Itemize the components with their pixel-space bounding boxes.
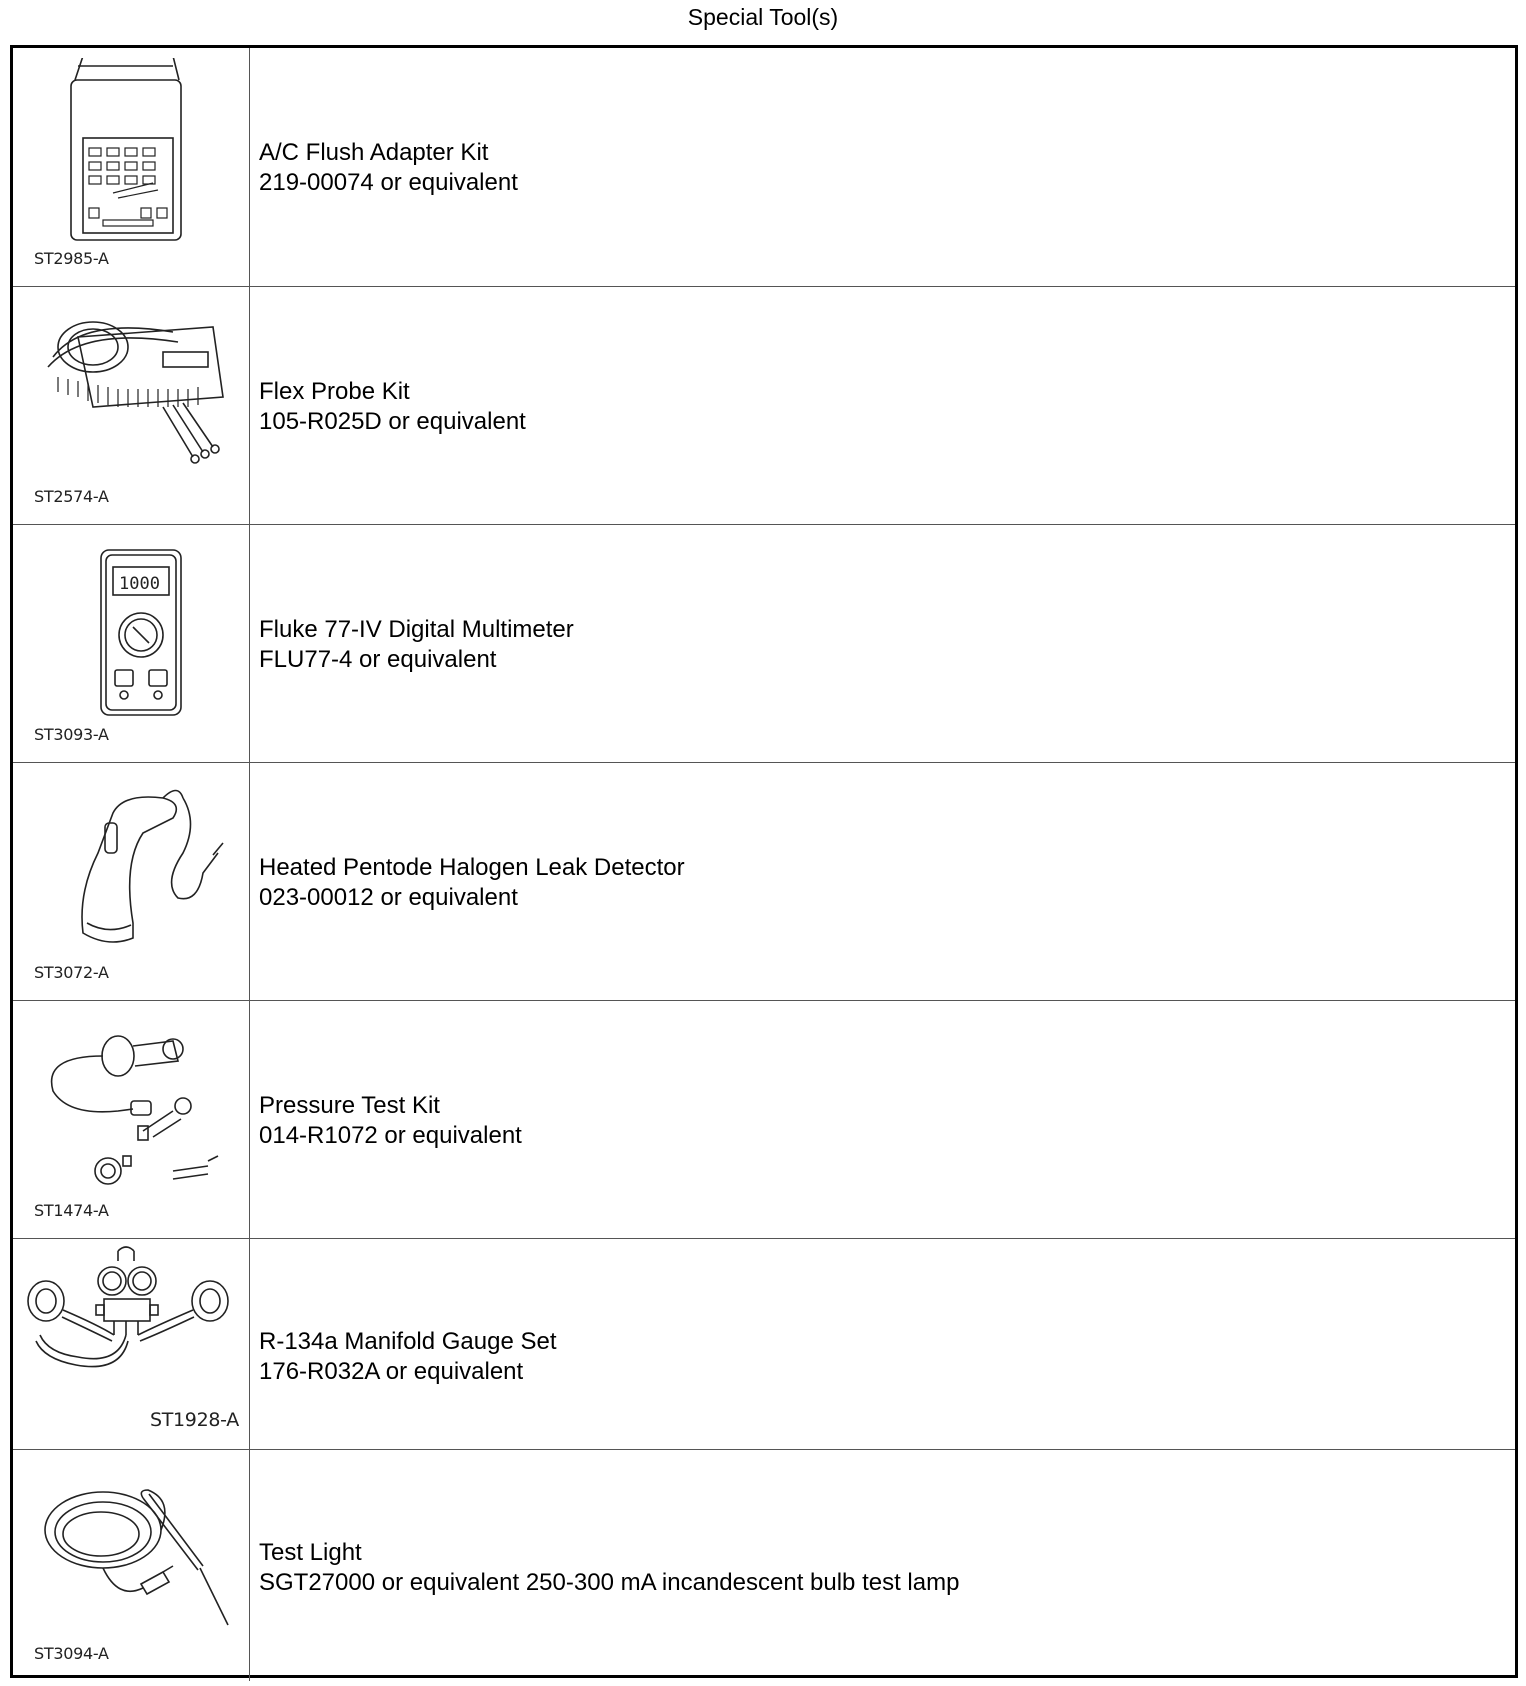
table-row (13, 287, 1515, 525)
tool-part-number: 176-R032A or equivalent (259, 1358, 524, 1385)
tool-description (259, 1538, 959, 1598)
tool-name: Flex Probe Kit (259, 378, 410, 405)
multimeter-display: 1000 (119, 574, 160, 594)
tool-code: ST2985-A (34, 249, 109, 268)
tool-part-number: SGT27000 or equivalent 250-300 mA incandescent bulb test lamp (259, 1569, 960, 1596)
tool-image-cell (13, 1001, 250, 1238)
page-title: Special Tool(s) (687, 4, 839, 30)
tool-name: R-134a Manifold Gauge Set (259, 1328, 557, 1355)
special-tools-table (10, 45, 1518, 1678)
tool-name: Pressure Test Kit (259, 1092, 440, 1119)
tool-description (259, 853, 685, 913)
table-row (13, 763, 1515, 1001)
table-row (13, 48, 1515, 287)
tool-description (259, 1091, 522, 1151)
tool-code: ST1474-A (34, 1201, 109, 1220)
tool-image-cell (13, 525, 250, 762)
tool-description (259, 1327, 557, 1387)
tool-image-cell (13, 287, 250, 524)
table-row (13, 525, 1515, 763)
tool-part-number: 023-00012 or equivalent (259, 884, 518, 911)
tool-description (259, 615, 574, 675)
pressure-test-kit-icon (23, 1011, 233, 1201)
tool-description (259, 377, 526, 437)
tool-code: ST2574-A (34, 487, 109, 506)
flex-probe-kit-icon (23, 297, 233, 477)
tool-name: Fluke 77-IV Digital Multimeter (259, 616, 574, 643)
tool-image-cell (13, 1450, 250, 1681)
tool-part-number: FLU77-4 or equivalent (259, 646, 497, 673)
flush-adapter-kit-icon (23, 58, 233, 248)
test-light-icon (23, 1460, 233, 1640)
tool-image-cell (13, 48, 250, 286)
tool-name: Heated Pentode Halogen Leak Detector (259, 854, 685, 881)
multimeter-icon (23, 535, 233, 725)
tool-code: ST1928-A (149, 1409, 239, 1431)
table-row (13, 1001, 1515, 1239)
leak-detector-icon (23, 773, 233, 963)
table-row (13, 1450, 1515, 1681)
tool-code: ST3072-A (34, 963, 109, 982)
tool-description (259, 138, 518, 198)
tool-part-number: 014-R1072 or equivalent (259, 1122, 522, 1149)
tool-code: ST3094-A (34, 1644, 109, 1663)
tool-image-cell (13, 763, 250, 1000)
tool-name: A/C Flush Adapter Kit (259, 139, 489, 166)
tool-name: Test Light (259, 1539, 362, 1566)
tool-part-number: 219-00074 or equivalent (259, 169, 518, 196)
manifold-gauge-icon (18, 1245, 233, 1405)
tool-image-cell (13, 1239, 250, 1449)
table-row (13, 1239, 1515, 1450)
tool-code: ST3093-A (34, 725, 109, 744)
tool-part-number: 105-R025D or equivalent (259, 408, 526, 435)
